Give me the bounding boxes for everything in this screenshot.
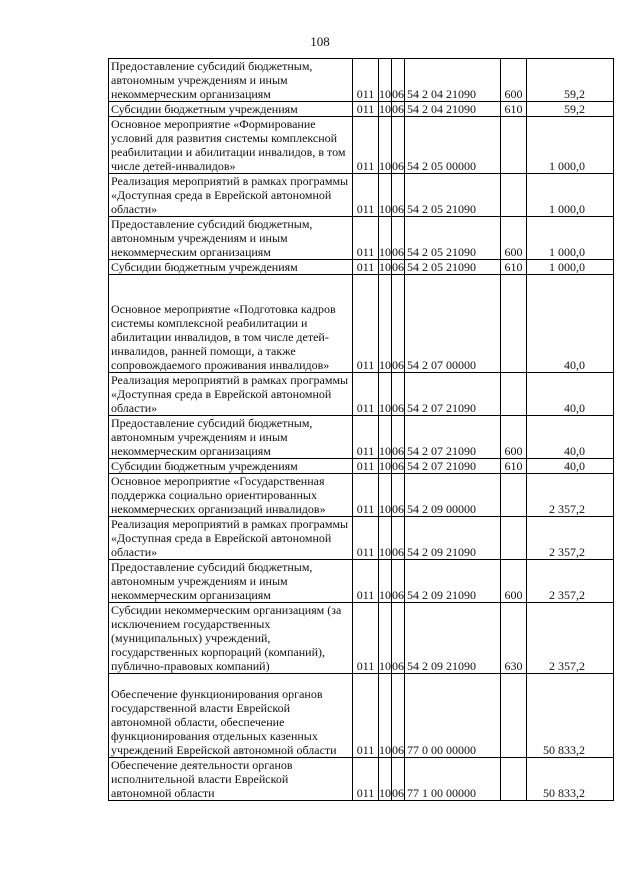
expenditure-name: Субсидии некоммерческим организациям (за исключением государственных (муниципальных) учреждений, государственных корпораций (компаний), публично-правовых компаний) [109,603,353,674]
amount-value: 50 833,2 [527,758,614,801]
ministry-code: 011 [353,102,379,117]
expenditure-name: Основное мероприятие «Формирование условий для развития системы комплексной реабилитации и абилитации инвалидов, в том числе детей-инвалидов» [109,117,353,174]
table-row [109,474,614,517]
expenditure-name: Предоставление субсидий бюджетным, автономным учреждениям и иным некоммерческим организациям [109,560,353,603]
page-number: 108 [310,34,330,49]
section-code: 10 [379,560,392,603]
expense-type-code: 630 [501,603,527,674]
section-code: 10 [379,603,392,674]
expenditure-name: Обеспечение деятельности органов исполнительной власти Еврейской автономной области [109,758,353,801]
subsection-code: 06 [392,373,405,416]
ministry-code: 011 [353,117,379,174]
expenditure-name: Реализация мероприятий в рамках программы «Доступная среда в Еврейской автономной области» [109,373,353,416]
expense-type-code [501,474,527,517]
section-code: 10 [379,674,392,758]
amount-value: 1 000,0 [527,260,614,275]
amount-value: 59,2 [527,59,614,102]
amount-value: 1 000,0 [527,174,614,217]
subsection-code: 06 [392,517,405,560]
amount-value: 2 357,2 [527,517,614,560]
table-row [109,174,614,217]
section-code: 10 [379,174,392,217]
subsection-code: 06 [392,217,405,260]
subsection-code: 06 [392,59,405,102]
section-code: 10 [379,59,392,102]
subsection-code: 06 [392,474,405,517]
amount-value: 1 000,0 [527,217,614,260]
ministry-code: 011 [353,603,379,674]
expense-type-code: 610 [501,102,527,117]
target-article-code: 54 2 05 21090 [405,217,501,260]
table-row [109,117,614,174]
target-article-code: 54 2 07 21090 [405,459,501,474]
ministry-code: 011 [353,459,379,474]
amount-value: 59,2 [527,102,614,117]
section-code: 10 [379,459,391,473]
ministry-code: 011 [353,758,379,801]
ministry-code: 011 [353,217,379,260]
budget-table-body [109,59,614,801]
section-code: 10 [379,275,392,373]
expense-type-code [501,174,527,217]
amount-value: 2 357,2 [527,560,614,603]
amount-value: 2 357,2 [527,474,614,517]
table-row [109,59,614,102]
expense-type-code [501,674,527,758]
table-row [109,603,614,674]
expense-type-code [501,275,527,373]
amount-value: 1 000,0 [527,117,614,174]
subsection-code: 06 [392,117,405,174]
subsection-code: 06 [392,275,405,373]
expenditure-name: Реализация мероприятий в рамках программы «Доступная среда в Еврейской автономной области» [109,517,353,560]
subsection-code: 06 [392,674,405,758]
ministry-code: 011 [353,59,379,102]
subsection-code: 06 [392,416,405,459]
subsection-code: 06 [392,102,404,116]
table-row [109,217,614,260]
subsection-code: 06 [392,758,405,801]
target-article-code: 54 2 05 21090 [405,260,501,275]
expenditure-name: Предоставление субсидий бюджетным, автономным учреждениям и иным некоммерческим организациям [109,59,353,102]
expenditure-name: Субсидии бюджетным учреждениям [109,260,353,275]
target-article-code: 77 0 00 00000 [405,674,501,758]
target-article-code: 77 1 00 00000 [405,758,501,801]
table-row [109,260,614,275]
expenditure-name: Обеспечение функционирования органов государственной власти Еврейской автономной области, обеспечение функционирования отдельных казенных учреждений Еврейской автономной области [109,674,353,758]
amount-value: 40,0 [527,459,614,474]
expenditure-name: Субсидии бюджетным учреждениям [109,102,353,117]
target-article-code: 54 2 07 21090 [405,373,501,416]
expenditure-name: Основное мероприятие «Подготовка кадров системы комплексной реабилитации и абилитации инвалидов, в том числе детей-инвалидов, ранней помощи, а также сопровождаемого проживания инвалидов» [109,275,353,373]
target-article-code: 54 2 05 00000 [405,117,501,174]
table-row [109,416,614,459]
target-article-code: 54 2 09 21090 [405,603,501,674]
expense-type-code: 600 [501,217,527,260]
expense-type-code [501,117,527,174]
ministry-code: 011 [353,674,379,758]
section-code: 10 [379,416,392,459]
table-row [109,674,614,758]
table-row [109,275,614,373]
section-code: 10 [379,117,392,174]
subsection-code: 06 [392,260,404,274]
section-code: 10 [379,102,391,116]
expenditure-name: Предоставление субсидий бюджетным, автономным учреждениям и иным некоммерческим организациям [109,416,353,459]
expenditure-name: Субсидии бюджетным учреждениям [109,459,353,474]
table-row [109,459,614,474]
section-code: 10 [379,260,391,274]
table-row [109,517,614,560]
ministry-code: 011 [353,174,379,217]
subsection-code: 06 [392,560,405,603]
expense-type-code: 600 [501,416,527,459]
amount-value: 40,0 [527,416,614,459]
expense-type-code: 610 [501,260,527,275]
ministry-code: 011 [353,260,379,275]
target-article-code: 54 2 04 21090 [405,59,501,102]
expense-type-code: 600 [501,59,527,102]
expense-type-code: 600 [501,560,527,603]
table-row [109,373,614,416]
expenditure-name: Реализация мероприятий в рамках программы «Доступная среда в Еврейской автономной области» [109,174,353,217]
section-code: 10 [379,474,392,517]
section-code: 10 [379,517,392,560]
ministry-code: 011 [353,373,379,416]
expense-type-code: 610 [501,459,527,474]
target-article-code: 54 2 09 21090 [405,560,501,603]
subsection-code: 06 [392,603,405,674]
expenditure-name: Предоставление субсидий бюджетным, автономным учреждениям и иным некоммерческим организациям [109,217,353,260]
section-code: 10 [379,758,392,801]
ministry-code: 011 [353,416,379,459]
target-article-code: 54 2 04 21090 [405,102,501,117]
target-article-code: 54 2 09 00000 [405,474,501,517]
expense-type-code [501,758,527,801]
subsection-code: 06 [392,174,405,217]
expenditure-name: Основное мероприятие «Государственная поддержка социально ориентированных некоммерческих организаций инвалидов» [109,474,353,517]
target-article-code: 54 2 05 21090 [405,174,501,217]
section-code: 10 [379,373,392,416]
table-row [109,102,614,117]
ministry-code: 011 [353,474,379,517]
target-article-code: 54 2 07 00000 [405,275,501,373]
ministry-code: 011 [353,560,379,603]
section-code: 10 [379,217,392,260]
ministry-code: 011 [353,517,379,560]
expense-type-code [501,517,527,560]
subsection-code: 06 [392,459,404,473]
target-article-code: 54 2 09 21090 [405,517,501,560]
budget-table [108,58,614,801]
table-row [109,758,614,801]
amount-value: 50 833,2 [527,674,614,758]
table-row [109,560,614,603]
amount-value: 2 357,2 [527,603,614,674]
target-article-code: 54 2 07 21090 [405,416,501,459]
amount-value: 40,0 [527,275,614,373]
ministry-code: 011 [353,275,379,373]
expense-type-code [501,373,527,416]
amount-value: 40,0 [527,373,614,416]
